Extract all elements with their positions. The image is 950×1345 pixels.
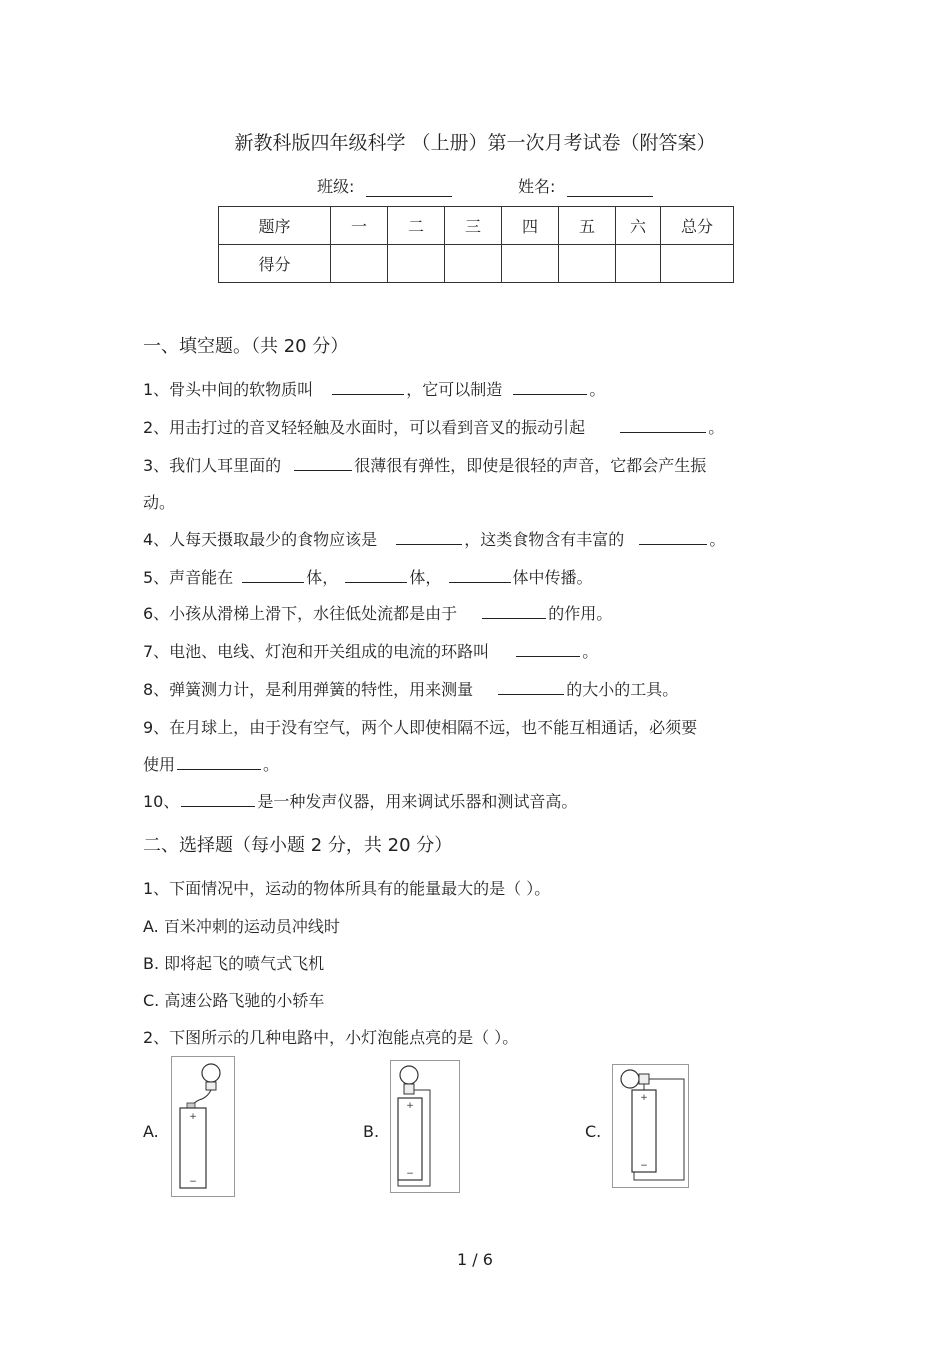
question-5 — [143, 565, 593, 588]
header-cell: 题序 — [219, 207, 331, 245]
answer-blank — [482, 602, 546, 619]
answer-blank — [513, 378, 587, 395]
question-text: 。 — [709, 530, 726, 549]
option-c: C. 高速公路飞驰的小轿车 — [143, 991, 325, 1010]
header-cell: 四 — [502, 207, 559, 245]
score-table-score-row — [219, 245, 734, 283]
circuit-label-b: B. — [363, 1122, 380, 1141]
answer-blank — [396, 528, 462, 545]
svg-text:+: + — [189, 1112, 197, 1122]
question-1 — [143, 377, 605, 400]
svg-text:−: − — [406, 1169, 414, 1179]
circuit-diagram-a — [171, 1056, 235, 1197]
question-9: 9、在月球上，由于没有空气，两个人即使相隔不远，也不能互相通话，必须要 — [143, 718, 698, 737]
answer-blank — [242, 566, 304, 583]
page-number: 1 / 6 — [457, 1250, 493, 1269]
question-text: 6、小孩从滑梯上滑下，水往低处流都是由于 — [143, 604, 458, 623]
answer-blank — [294, 454, 352, 471]
circuit-label-c: C. — [585, 1122, 602, 1141]
score-cell — [559, 245, 616, 283]
question-text: 5、声音能在 — [143, 568, 234, 587]
circuit-diagram-b — [390, 1060, 460, 1193]
question-9-continued — [143, 752, 279, 775]
svg-text:−: − — [189, 1177, 197, 1187]
question-3 — [143, 453, 706, 476]
svg-text:−: − — [640, 1161, 648, 1171]
answer-blank — [498, 678, 564, 695]
question-text: 体， — [409, 568, 442, 587]
header-cell: 六 — [616, 207, 661, 245]
section2-heading: 二、选择题（每小题 2 分，共 20 分） — [143, 835, 453, 856]
row-label: 得分 — [219, 245, 331, 283]
question-text: ，这类食物含有丰富的 — [464, 530, 625, 549]
question-text: 4、人每天摄取最少的食物应该是 — [143, 530, 378, 549]
name-label: 姓名: — [518, 177, 556, 196]
option-b: B. 即将起飞的喷气式飞机 — [143, 954, 325, 973]
question-7 — [143, 639, 598, 662]
answer-blank — [449, 566, 511, 583]
header-cell: 三 — [445, 207, 502, 245]
header-cell: 一 — [331, 207, 388, 245]
question-text: 是一种发声仪器，用来调试乐器和测试音高。 — [257, 792, 578, 811]
circuit-label-a: A. — [143, 1122, 159, 1141]
question-8 — [143, 677, 678, 700]
header-cell: 二 — [388, 207, 445, 245]
question-text: 1、骨头中间的软物质叫 — [143, 380, 314, 399]
answer-blank — [177, 753, 261, 770]
score-cell — [502, 245, 559, 283]
question-text: 。 — [708, 418, 725, 437]
class-field — [317, 174, 452, 197]
score-cell — [388, 245, 445, 283]
answer-blank — [620, 416, 706, 433]
class-label: 班级: — [317, 177, 355, 196]
question-text: 使用 — [143, 755, 176, 774]
score-table — [218, 206, 734, 283]
question-text: 很薄很有弹性，即使是很轻的声音，它都会产生振 — [354, 456, 707, 475]
question-text: 。 — [582, 642, 599, 661]
question-10 — [143, 789, 577, 812]
question-text: 8、弹簧测力计，是利用弹簧的特性，用来测量 — [143, 680, 474, 699]
class-blank — [366, 178, 452, 197]
answer-blank — [516, 640, 580, 657]
answer-blank — [332, 378, 404, 395]
question-4 — [143, 527, 725, 550]
question-6 — [143, 601, 612, 624]
question-text: 3、我们人耳里面的 — [143, 456, 282, 475]
choice-question-2: 2、下图所示的几种电路中，小灯泡能点亮的是（ ）。 — [143, 1028, 519, 1047]
question-text: 的大小的工具。 — [566, 680, 679, 699]
page-title: 新教科版四年级科学 （上册）第一次月考试卷（附答案） — [234, 132, 716, 154]
question-text: 体中传播。 — [512, 568, 593, 587]
question-3-continued: 动。 — [143, 493, 176, 512]
answer-blank — [345, 566, 407, 583]
circuit-diagram-c — [612, 1064, 689, 1188]
option-a: A. 百米冲刺的运动员冲线时 — [143, 917, 340, 936]
score-cell — [616, 245, 661, 283]
score-cell — [445, 245, 502, 283]
question-2 — [143, 415, 724, 438]
question-text: 的作用。 — [548, 604, 613, 623]
header-cell: 五 — [559, 207, 616, 245]
question-text: 。 — [263, 755, 280, 774]
question-text: 2、用击打过的音叉轻轻触及水面时，可以看到音叉的振动引起 — [143, 418, 586, 437]
name-field — [518, 174, 653, 197]
section1-heading: 一、填空题。（共 20 分） — [143, 336, 349, 357]
choice-question-1: 1、下面情况中，运动的物体所具有的能量最大的是（ ）。 — [143, 879, 551, 898]
question-text: ，它可以制造 — [406, 380, 503, 399]
question-text: 7、电池、电线、灯泡和开关组成的电流的环路叫 — [143, 642, 490, 661]
svg-text:+: + — [406, 1101, 414, 1111]
score-cell — [331, 245, 388, 283]
answer-blank — [181, 790, 255, 807]
svg-text:+: + — [640, 1093, 648, 1103]
question-text: 体， — [306, 568, 339, 587]
score-cell — [661, 245, 734, 283]
question-text: 10、 — [143, 792, 180, 811]
question-text: 。 — [589, 380, 606, 399]
name-blank — [567, 178, 653, 197]
answer-blank — [639, 528, 707, 545]
header-cell: 总分 — [661, 207, 734, 245]
score-table-header-row — [219, 207, 734, 245]
